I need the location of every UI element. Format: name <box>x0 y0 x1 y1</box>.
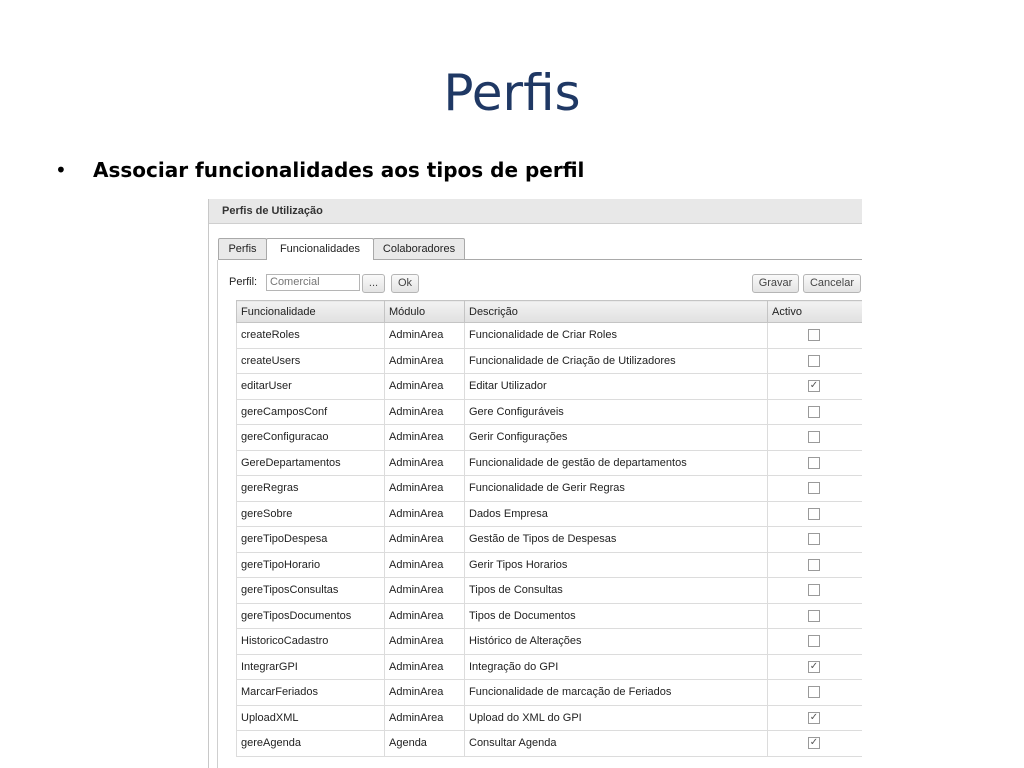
cancel-button[interactable]: Cancelar <box>803 274 861 293</box>
cell-modulo: AdminArea <box>385 552 465 578</box>
tab-bar <box>218 238 862 260</box>
table-row[interactable] <box>237 654 863 680</box>
table-row[interactable] <box>237 680 863 706</box>
cell-modulo: AdminArea <box>385 374 465 400</box>
slide-title: Perfis <box>443 64 581 122</box>
cell-activo <box>768 629 863 655</box>
checkbox-icon[interactable] <box>808 533 820 545</box>
cell-descricao: Funcionalidade de marcação de Feriados <box>465 680 768 706</box>
cell-descricao: Upload do XML do GPI <box>465 705 768 731</box>
cell-activo <box>768 603 863 629</box>
table-row[interactable] <box>237 399 863 425</box>
save-button[interactable]: Gravar <box>752 274 799 293</box>
cell-descricao: Histórico de Alterações <box>465 629 768 655</box>
cell-activo <box>768 399 863 425</box>
cell-descricao: Funcionalidade de Gerir Regras <box>465 476 768 502</box>
browse-button[interactable]: ... <box>362 274 385 293</box>
cell-activo <box>768 501 863 527</box>
table-row[interactable] <box>237 323 863 349</box>
table-row[interactable] <box>237 603 863 629</box>
cell-descricao: Gere Configuráveis <box>465 399 768 425</box>
cell-descricao: Consultar Agenda <box>465 731 768 757</box>
table-row[interactable] <box>237 374 863 400</box>
cell-descricao: Tipos de Consultas <box>465 578 768 604</box>
cell-funcionalidade: gereSobre <box>237 501 385 527</box>
cell-descricao: Funcionalidade de Criação de Utilizadores <box>465 348 768 374</box>
cell-funcionalidade: HistoricoCadastro <box>237 629 385 655</box>
cell-funcionalidade: gereTipoDespesa <box>237 527 385 553</box>
cell-funcionalidade: gereTiposConsultas <box>237 578 385 604</box>
perfil-input[interactable] <box>266 274 360 291</box>
cell-activo <box>768 425 863 451</box>
table-row[interactable] <box>237 476 863 502</box>
cell-activo <box>768 552 863 578</box>
cell-activo <box>768 527 863 553</box>
cell-modulo: AdminArea <box>385 348 465 374</box>
cell-activo <box>768 680 863 706</box>
table-row[interactable] <box>237 450 863 476</box>
cell-descricao: Tipos de Documentos <box>465 603 768 629</box>
cell-funcionalidade: createRoles <box>237 323 385 349</box>
cell-activo <box>768 348 863 374</box>
cell-activo <box>768 374 863 400</box>
table-row[interactable] <box>237 552 863 578</box>
cell-modulo: AdminArea <box>385 323 465 349</box>
cell-descricao: Gestão de Tipos de Despesas <box>465 527 768 553</box>
bullet-icon: • <box>55 158 67 182</box>
cell-activo <box>768 476 863 502</box>
cell-activo <box>768 578 863 604</box>
checkbox-icon[interactable] <box>808 686 820 698</box>
table-row[interactable] <box>237 348 863 374</box>
cell-modulo: AdminArea <box>385 476 465 502</box>
cell-activo <box>768 705 863 731</box>
cell-descricao: Funcionalidade de gestão de departamentos <box>465 450 768 476</box>
cell-modulo: AdminArea <box>385 425 465 451</box>
table-header-row <box>237 301 863 323</box>
cell-modulo: AdminArea <box>385 603 465 629</box>
column-header-activo[interactable]: Activo <box>768 301 863 323</box>
cell-modulo: AdminArea <box>385 527 465 553</box>
cell-modulo: AdminArea <box>385 399 465 425</box>
cell-funcionalidade: gereRegras <box>237 476 385 502</box>
checkbox-icon[interactable] <box>808 457 820 469</box>
cell-modulo: AdminArea <box>385 654 465 680</box>
cell-descricao: Gerir Tipos Horarios <box>465 552 768 578</box>
table-row[interactable] <box>237 629 863 655</box>
cell-funcionalidade: editarUser <box>237 374 385 400</box>
cell-modulo: AdminArea <box>385 578 465 604</box>
cell-activo <box>768 323 863 349</box>
cell-modulo: AdminArea <box>385 501 465 527</box>
checkbox-checked-icon[interactable]: ✓ <box>809 660 819 672</box>
cell-modulo: AdminArea <box>385 450 465 476</box>
column-header-funcionalidade[interactable]: Funcionalidade <box>237 301 385 323</box>
cell-funcionalidade: gereTiposDocumentos <box>237 603 385 629</box>
checkbox-icon[interactable] <box>808 355 820 367</box>
cell-modulo: AdminArea <box>385 680 465 706</box>
cell-funcionalidade: gereAgenda <box>237 731 385 757</box>
checkbox-icon[interactable] <box>808 584 820 596</box>
checkbox-checked-icon[interactable]: ✓ <box>809 737 819 749</box>
checkbox-checked-icon[interactable]: ✓ <box>809 380 819 392</box>
profiles-panel <box>208 199 862 768</box>
cell-funcionalidade: createUsers <box>237 348 385 374</box>
checkbox-icon[interactable] <box>808 635 820 647</box>
functions-table <box>236 300 862 757</box>
panel-title: Perfis de Utilização <box>209 199 862 224</box>
checkbox-icon[interactable] <box>808 610 820 622</box>
cell-descricao: Gerir Configurações <box>465 425 768 451</box>
table-row[interactable] <box>237 578 863 604</box>
cell-funcionalidade: IntegrarGPI <box>237 654 385 680</box>
cell-funcionalidade: gereConfiguracao <box>237 425 385 451</box>
perfil-label: Perfil: <box>229 276 258 288</box>
table-row[interactable] <box>237 425 863 451</box>
tab-funcionalidades[interactable]: Funcionalidades <box>266 238 374 260</box>
bullet-point <box>55 158 584 182</box>
cell-descricao: Funcionalidade de Criar Roles <box>465 323 768 349</box>
cell-funcionalidade: gereCamposConf <box>237 399 385 425</box>
cell-modulo: Agenda <box>385 731 465 757</box>
tab-content <box>217 260 862 768</box>
table-body <box>237 323 863 757</box>
cell-funcionalidade: UploadXML <box>237 705 385 731</box>
checkbox-icon[interactable] <box>808 508 820 520</box>
table-row[interactable] <box>237 501 863 527</box>
checkbox-icon[interactable] <box>808 482 820 494</box>
cell-activo <box>768 654 863 680</box>
cell-funcionalidade: MarcarFeriados <box>237 680 385 706</box>
cell-descricao: Editar Utilizador <box>465 374 768 400</box>
cell-descricao: Integração do GPI <box>465 654 768 680</box>
bullet-text: Associar funcionalidades aos tipos de perfil <box>93 158 585 182</box>
cell-funcionalidade: GereDepartamentos <box>237 450 385 476</box>
tab-colaboradores[interactable]: Colaboradores <box>373 238 465 259</box>
checkbox-checked-icon[interactable]: ✓ <box>809 711 819 723</box>
checkbox-icon[interactable] <box>808 406 820 418</box>
cell-modulo: AdminArea <box>385 705 465 731</box>
cell-activo <box>768 450 863 476</box>
cell-activo <box>768 731 863 757</box>
tab-perfis[interactable]: Perfis <box>218 238 267 259</box>
table-row[interactable] <box>237 731 863 757</box>
checkbox-icon[interactable] <box>808 559 820 571</box>
ok-button[interactable]: Ok <box>391 274 419 293</box>
table-row[interactable] <box>237 527 863 553</box>
cell-funcionalidade: gereTipoHorario <box>237 552 385 578</box>
cell-descricao: Dados Empresa <box>465 501 768 527</box>
checkbox-icon[interactable] <box>808 329 820 341</box>
checkbox-icon[interactable] <box>808 431 820 443</box>
column-header-descricao[interactable]: Descrição <box>465 301 768 323</box>
column-header-modulo[interactable]: Módulo <box>385 301 465 323</box>
cell-modulo: AdminArea <box>385 629 465 655</box>
table-row[interactable] <box>237 705 863 731</box>
